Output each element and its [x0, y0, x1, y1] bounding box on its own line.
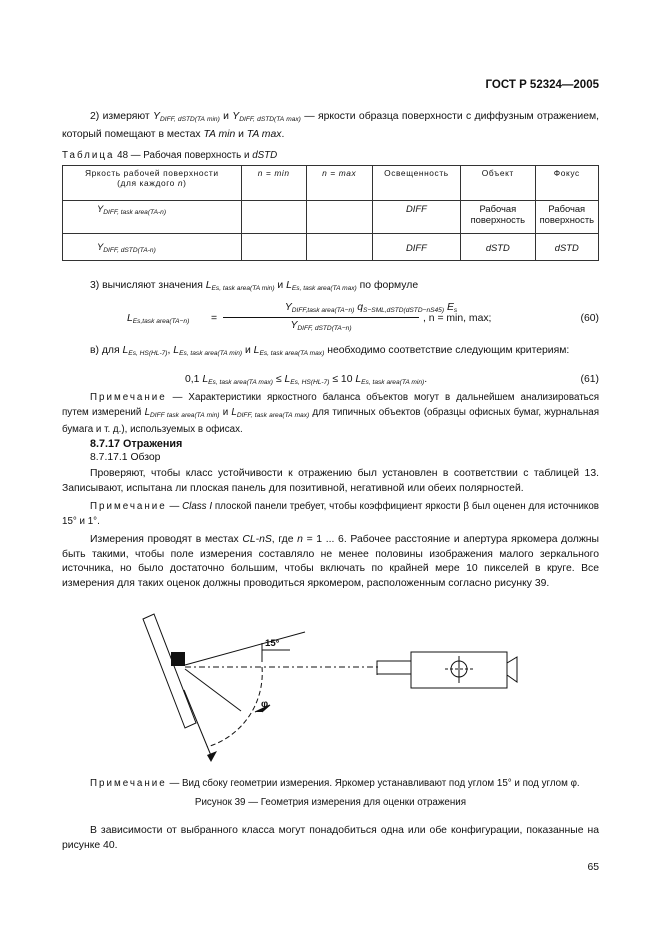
cell-luminance: $Y_{DIFF, dSTD(TA-n)}$ — [63, 234, 242, 261]
paragraph-compute: 3) вычисляют значения $L_{Es, task area(TA min)}$ и $L_{Es, task area(TA max)}$ по формуле — [90, 280, 419, 292]
paragraph-criteria: в) для $L_{Es, HS(HL-7)}$, $L_{Es, task area(TA min)}$ и $L_{Es, task area(TA max)}$ необходимо соответствие следующим критериям: — [90, 345, 570, 357]
arrow-head — [207, 751, 217, 762]
note-2: Примечание — Class I плоской панели требует, чтобы коэффициент яркости β был оценен для источников 15° и 1°. — [62, 501, 599, 527]
subsection-heading: 8.7.17.1 Обзор — [90, 452, 161, 463]
cell-object: dSTD — [461, 234, 536, 261]
page-number: 65 — [587, 862, 599, 873]
header-luminance: Яркость рабочей поверхности (для каждого n) — [63, 166, 242, 201]
formula-60: $L_{Es,task area(TA-n)}$ = $Y_{DIFF,task area(TA-n)}$ $q_{S-SML,dSTD(dSTD-nS45)}$ $E_s$ $Y_{DIFF, dSTD(TA-n)}$ , n = min, max; (60) — [127, 302, 599, 332]
ray-15deg — [185, 632, 305, 665]
angle-label-15: 15° — [265, 638, 280, 649]
panel-axis — [184, 690, 212, 758]
cell-luminance: $Y_{DIFF, task area(TA-n)}$ — [63, 201, 242, 234]
header-illumination: Освещенность — [372, 166, 460, 201]
table-caption: Таблица 48 — Рабочая поверхность и dSTD — [62, 150, 278, 161]
cell-object: Рабочая поверхность — [461, 201, 536, 234]
paragraph-measurements: Измерения проводят в местах CL-nS, где n = 1 ... 6. Рабочее расстояние и апертура яркомера должны быть такими, чтобы поле измерения составляло не менее половины изображения малого зеркального источника, но было достаточно большим, чтобы включать по крайней мере 10 пикселей в круге. Все измерения для таких оценок должны проводиться яркомером, расположенным согласно рисунку 39. — [62, 534, 599, 589]
measurement-spot — [171, 652, 185, 666]
header-n-max: n = max — [306, 166, 372, 201]
paragraph-measure: 2) измеряют $Y_{DIFF, dSTD(TA min)}$ и $Y_{DIFF, dSTD(TA max)}$ — яркости образца поверхности с диффузным отражением, который помещают в местах TA min и TA max. — [62, 111, 600, 140]
cell-focus: Рабочая поверхность — [535, 201, 598, 234]
ray-phi — [185, 669, 241, 711]
header-focus: Фокус — [535, 166, 598, 201]
angle-arc — [207, 667, 262, 747]
meter-lens — [377, 661, 411, 674]
meter-eyepiece — [507, 657, 517, 682]
cell-illumination: DIFF — [372, 201, 460, 234]
cell-illumination: DIFF — [372, 234, 460, 261]
paragraph-final: В зависимости от выбранного класса могут понадобиться одна или обе конфигурации, показанные на рисунке 40. — [62, 825, 599, 851]
note-1: Примечание — Характеристики яркостного баланса объектов могут в дальнейшем анализироваться путем измерений $L_{DIFF task area(TA min)}$ и $L_{DIFF, task area(TA max)}$ для типичных объектов (образцы офисных бумаг, журнальная бумага и т. д.), используемых в офисах. — [62, 392, 599, 435]
cell-focus: dSTD — [535, 234, 598, 261]
figure-caption: Рисунок 39 — Геометрия измерения для оценки отражения — [194, 797, 467, 808]
figure-note: Примечание — Вид сбоку геометрии измерения. Яркомер устанавливают под углом 15° и под углом φ. — [90, 778, 580, 789]
paragraph-check: Проверяют, чтобы класс устойчивости к отражению был установлен в соответствии с таблицей 13. Записывают, испытана ли плоская панель для позитивной, негативной или обеих полярностей. — [62, 468, 599, 494]
header-object: Объект — [461, 166, 536, 201]
angle-label-phi: φ — [261, 699, 269, 710]
header-n-min: n = min — [241, 166, 306, 201]
section-heading: 8.7.17 Отражения — [90, 438, 183, 450]
standard-header: ГОСТ Р 52324—2005 — [485, 79, 599, 91]
